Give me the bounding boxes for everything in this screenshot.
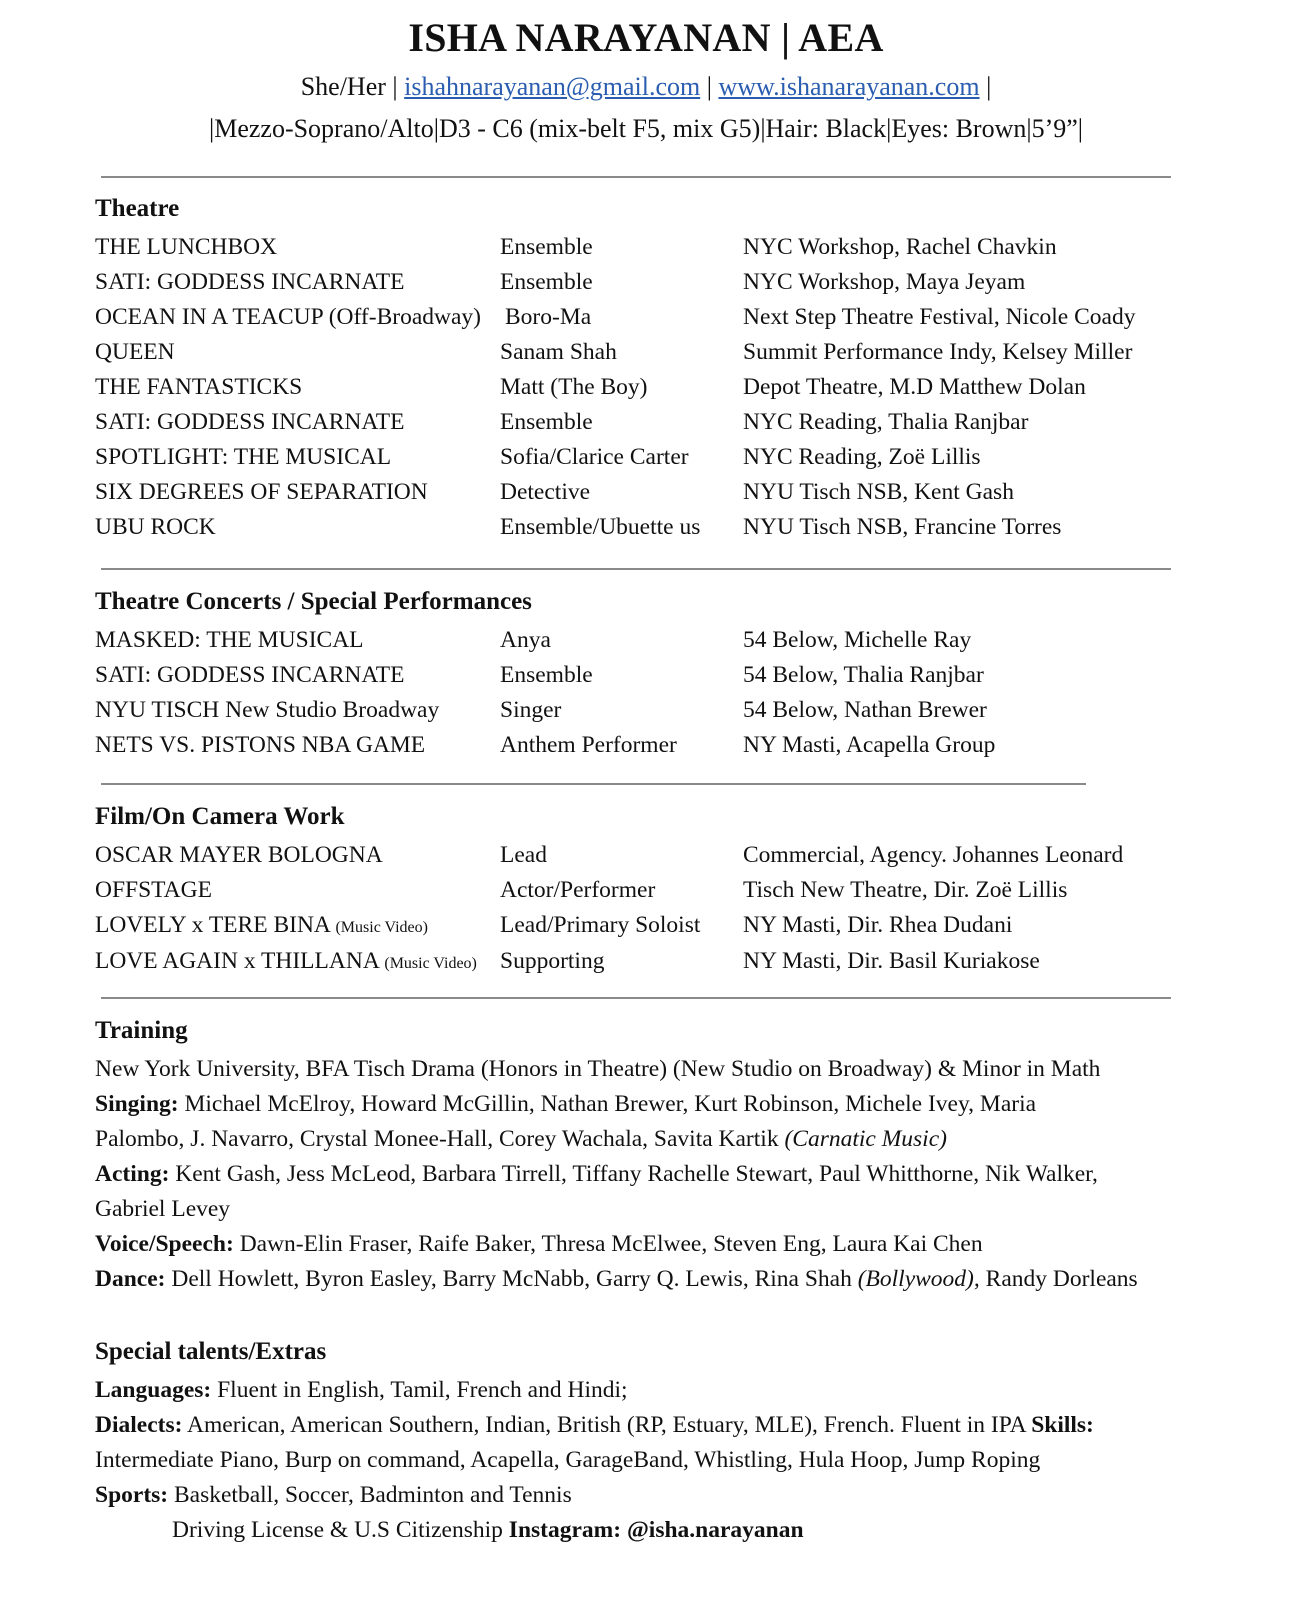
text: Michael McElroy, Howard McGillin, Nathan Brewer, Kurt Robinson, Michele Ivey, Maria — [184, 1091, 1037, 1117]
divider — [101, 997, 1171, 999]
voice-type: Mezzo-Soprano/Alto — [214, 114, 434, 143]
show-title: OCEAN IN A TEACUP (Off-Broadway) — [95, 304, 481, 330]
venue: Tisch New Theatre, Dir. Zoë Lillis — [743, 877, 1068, 903]
credit-row — [0, 697, 1292, 731]
show-title: QUEEN — [95, 339, 175, 365]
training-dance — [95, 1266, 1245, 1293]
role: Ensemble/Ubuette us — [500, 514, 701, 540]
hair-color: Hair: Black — [765, 114, 887, 143]
credit-row — [0, 912, 1292, 946]
sports — [95, 1482, 1245, 1509]
credit-row — [0, 234, 1292, 268]
divider — [101, 176, 1171, 178]
skills: Intermediate Piano, Burp on command, Acapella, GarageBand, Whistling, Hula Hoop, Jump Roping — [95, 1447, 1041, 1473]
divider — [101, 568, 1171, 570]
show-title — [95, 948, 477, 975]
show-title-text: LOVELY x TERE BINA — [95, 912, 330, 938]
show-title: SIX DEGREES OF SEPARATION — [95, 479, 428, 505]
instagram-handle: @isha.narayanan — [626, 1517, 804, 1543]
text: Kent Gash, Jess McLeod, Barbara Tirrell, Tiffany Rachelle Stewart, Paul Whitthorne, Nik Walker, — [175, 1161, 1098, 1187]
show-title: NETS VS. PISTONS NBA GAME — [95, 732, 426, 758]
venue: 54 Below, Thalia Ranjbar — [743, 662, 984, 688]
show-title: OSCAR MAYER BOLOGNA — [95, 842, 383, 868]
show-title: THE LUNCHBOX — [95, 234, 278, 260]
credit-row — [0, 948, 1292, 982]
credit-row — [0, 877, 1292, 911]
role: Anthem Performer — [500, 732, 677, 758]
email-link[interactable]: ishahnarayanan@gmail.com — [404, 72, 701, 101]
show-title: OFFSTAGE — [95, 877, 212, 903]
role: Sanam Shah — [500, 339, 617, 365]
role: Anya — [500, 627, 551, 653]
venue: Depot Theatre, M.D Matthew Dolan — [743, 374, 1086, 400]
label: Languages: — [95, 1377, 212, 1403]
eye-color: Eyes: Brown — [891, 114, 1027, 143]
text: Palombo, J. Navarro, Crystal Monee-Hall, Corey Wachala, Savita Kartik — [95, 1126, 779, 1152]
venue: NYU Tisch NSB, Kent Gash — [743, 479, 1014, 505]
credit-row — [0, 514, 1292, 548]
text: Dell Howlett, Byron Easley, Barry McNabb, Garry Q. Lewis, Rina Shah — [171, 1266, 852, 1292]
venue: 54 Below, Nathan Brewer — [743, 697, 987, 723]
role: Boro-Ma — [505, 304, 592, 330]
venue: NY Masti, Dir. Rhea Dudani — [743, 912, 1013, 938]
credit-row — [0, 339, 1292, 373]
training-singing-cont — [95, 1126, 1245, 1153]
label: Instagram: — [508, 1517, 622, 1543]
role: Ensemble — [500, 234, 593, 260]
role: Matt (The Boy) — [500, 374, 648, 400]
training-singing — [95, 1091, 1245, 1118]
text: Randy Dorleans — [985, 1266, 1138, 1292]
role: Detective — [500, 479, 591, 505]
venue: Commercial, Agency. Johannes Leonard — [743, 842, 1124, 868]
role: Supporting — [500, 948, 605, 974]
music-video-note: (Music Video) — [384, 955, 477, 972]
venue: NYC Workshop, Rachel Chavkin — [743, 234, 1057, 260]
text: Driving License & U.S Citizenship — [172, 1517, 503, 1543]
text: Basketball, Soccer, Badminton and Tennis — [174, 1482, 572, 1508]
label: Sports: — [95, 1482, 169, 1508]
venue: NY Masti, Acapella Group — [743, 732, 996, 758]
training-degree: New York University, BFA Tisch Drama (Honors in Theatre) (New Studio on Broadway) & Minor in Math — [95, 1056, 1101, 1082]
role: Sofia/Clarice Carter — [500, 444, 689, 470]
music-video-note: (Music Video) — [335, 919, 428, 936]
label: Acting: — [95, 1161, 170, 1187]
training-acting-cont: Gabriel Levey — [95, 1196, 231, 1222]
show-title: SATI: GODDESS INCARNATE — [95, 409, 405, 435]
label: Skills: — [1031, 1412, 1094, 1438]
note: (Carnatic Music) — [784, 1126, 947, 1152]
role: Singer — [500, 697, 562, 723]
label: Dialects: — [95, 1412, 183, 1438]
credit-row — [0, 662, 1292, 696]
venue: NYU Tisch NSB, Francine Torres — [743, 514, 1062, 540]
venue: NYC Workshop, Maya Jeyam — [743, 269, 1026, 295]
separator: | — [979, 72, 992, 101]
credit-row — [0, 627, 1292, 661]
section-title-training: Training — [95, 1017, 188, 1044]
venue: NYC Reading, Thalia Ranjbar — [743, 409, 1029, 435]
role: Lead/Primary Soloist — [500, 912, 701, 938]
show-title: THE FANTASTICKS — [95, 374, 303, 400]
separator: | — [700, 72, 719, 101]
training-voice — [95, 1231, 1245, 1258]
website-link[interactable]: www.ishanarayanan.com — [718, 72, 980, 101]
venue: Next Step Theatre Festival, Nicole Coady — [743, 304, 1136, 330]
credit-row — [0, 269, 1292, 303]
role: Actor/Performer — [500, 877, 656, 903]
divider — [101, 783, 1086, 785]
languages — [95, 1377, 1245, 1404]
show-title: UBU ROCK — [95, 514, 216, 540]
license-instagram — [172, 1517, 1292, 1544]
text: Dawn-Elin Fraser, Raife Baker, Thresa McElwee, Steven Eng, Laura Kai Chen — [239, 1231, 983, 1257]
venue: Summit Performance Indy, Kelsey Miller — [743, 339, 1133, 365]
credit-row — [0, 374, 1292, 408]
height: 5’9” — [1031, 114, 1078, 143]
role: Ensemble — [500, 662, 593, 688]
credit-row — [0, 304, 1292, 338]
section-title-theatre: Theatre — [95, 195, 180, 222]
show-title — [95, 912, 428, 939]
label: Voice/Speech: — [95, 1231, 234, 1257]
dialects — [95, 1412, 1245, 1439]
contact-line — [0, 72, 1292, 102]
note: (Bollywood), — [857, 1266, 980, 1292]
venue: NYC Reading, Zoë Lillis — [743, 444, 981, 470]
vocal-range: D3 - C6 (mix-belt F5, mix G5) — [438, 114, 761, 143]
role: Lead — [500, 842, 547, 868]
credit-row — [0, 842, 1292, 876]
resume-name: ISHA NARAYANAN | AEA — [408, 15, 884, 60]
separator: | — [385, 72, 405, 101]
show-title: SATI: GODDESS INCARNATE — [95, 269, 405, 295]
venue: NY Masti, Dir. Basil Kuriakose — [743, 948, 1040, 974]
credit-row — [0, 732, 1292, 766]
credit-row — [0, 444, 1292, 478]
role: Ensemble — [500, 409, 593, 435]
venue: 54 Below, Michelle Ray — [743, 627, 972, 653]
section-title-concerts: Theatre Concerts / Special Performances — [95, 588, 532, 615]
section-title-film: Film/On Camera Work — [95, 803, 345, 830]
training-acting — [95, 1161, 1245, 1188]
pronouns: She/Her — [300, 72, 386, 101]
show-title: MASKED: THE MUSICAL — [95, 627, 364, 653]
section-title-special: Special talents/Extras — [95, 1338, 327, 1365]
label: Dance: — [95, 1266, 166, 1292]
show-title: SATI: GODDESS INCARNATE — [95, 662, 405, 688]
show-title: NYU TISCH New Studio Broadway — [95, 697, 440, 723]
credit-row — [0, 409, 1292, 443]
text: Fluent in English, Tamil, French and Hindi; — [217, 1377, 628, 1403]
role: Ensemble — [500, 269, 593, 295]
text: American, American Southern, Indian, British (RP, Estuary, MLE), French. Fluent in IPA — [187, 1412, 1026, 1438]
show-title-text: LOVE AGAIN x THILLANA — [95, 948, 379, 974]
vitals-line: |Mezzo-Soprano/Alto|D3 - C6 (mix-belt F5, mix G5)|Hair: Black|Eyes: Brown|5’9”| — [208, 114, 1084, 143]
label: Singing: — [95, 1091, 179, 1117]
credit-row — [0, 479, 1292, 513]
show-title: SPOTLIGHT: THE MUSICAL — [95, 444, 392, 470]
